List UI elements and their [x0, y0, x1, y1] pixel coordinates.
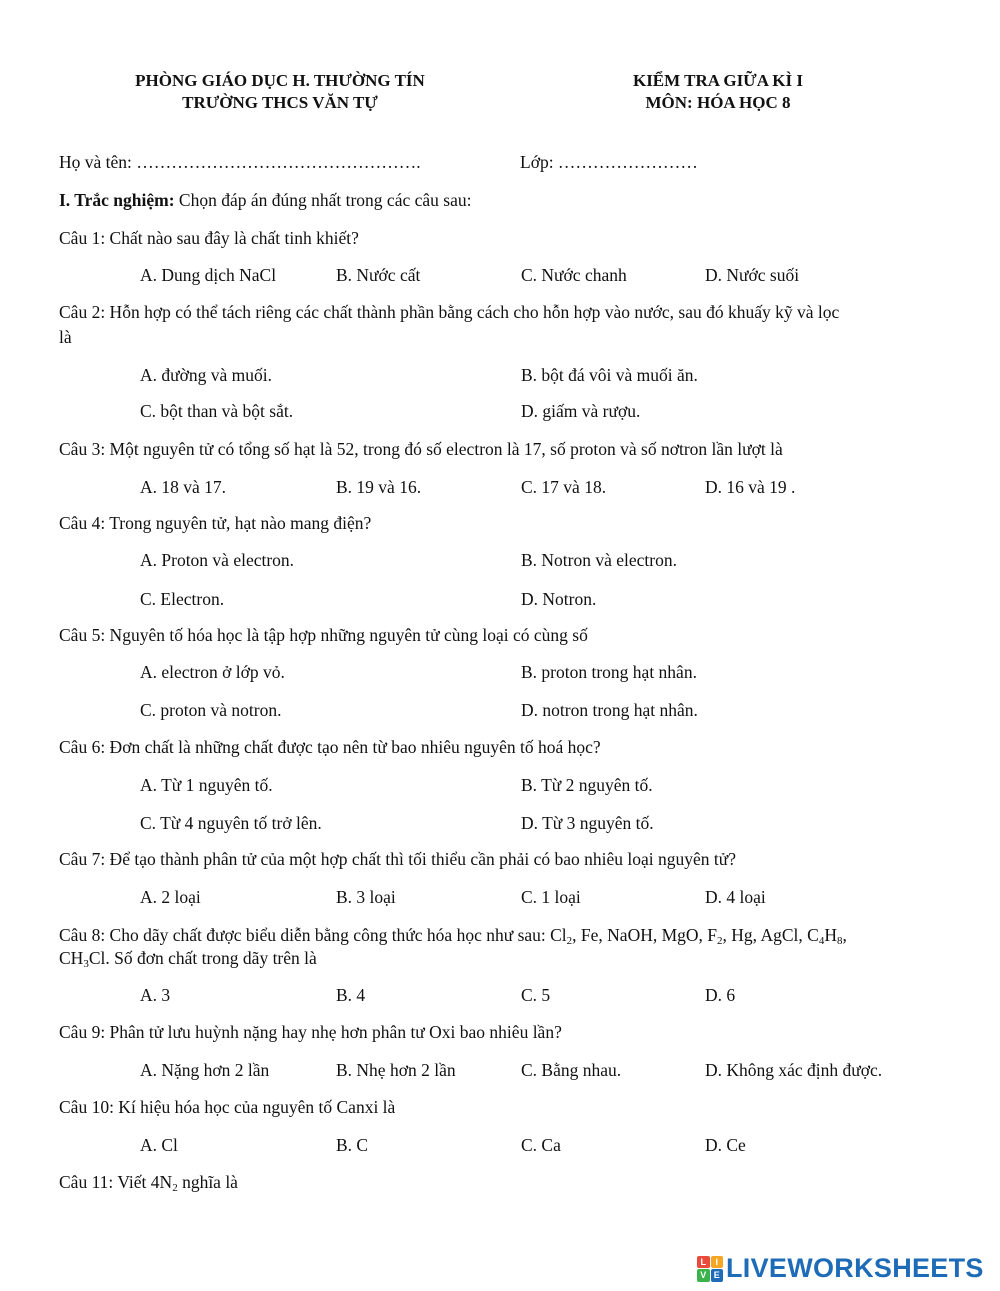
q10-option-c: C. Ca [521, 1135, 561, 1155]
q5-option-d: D. notron trong hạt nhân. [521, 700, 698, 720]
exam-subject: MÔN: HÓA HỌC 8 [645, 93, 791, 112]
student-name-label: Họ và tên: …………………………………………. [59, 152, 421, 172]
question-4: Câu 4: Trong nguyên tử, hạt nào mang điện? [59, 513, 372, 533]
q1-option-d: D. Nước suối [705, 265, 800, 285]
q2-option-d: D. giấm và rượu. [521, 401, 641, 421]
question-8-line2: $CH_3Cl$. Số đơn chất trong dãy trên là [59, 948, 317, 970]
q2-option-b: B. bột đá vôi và muối ăn. [521, 365, 698, 385]
q3-option-c: C. 17 và 18. [521, 477, 607, 497]
q3-option-b: B. 19 và 16. [336, 477, 422, 497]
q3-option-d: D. 16 và 19 . [705, 477, 796, 497]
question-6: Câu 6: Đơn chất là những chất được tạo nên từ bao nhiêu nguyên tố hoá học? [59, 737, 601, 757]
q4-option-a: A. Proton và electron. [140, 550, 295, 570]
q9-option-c: C. Bằng nhau. [521, 1060, 622, 1080]
school-name: TRƯỜNG THCS VĂN TỰ [182, 93, 378, 112]
q8-option-a: A. 3 [140, 985, 171, 1005]
q10-option-d: D. Ce [705, 1135, 746, 1155]
q8-option-d: D. 6 [705, 985, 736, 1005]
q1-option-b: B. Nước cất [336, 265, 421, 285]
q6-option-d: D. Từ 3 nguyên tố. [521, 813, 654, 833]
q7-option-a: A. 2 loại [140, 887, 201, 907]
section-instruction: Chọn đáp án đúng nhất trong các câu sau: [174, 190, 472, 210]
q9-option-d: D. Không xác định được. [705, 1060, 883, 1080]
section-title: I. Trắc nghiệm: [59, 190, 175, 210]
question-11: Câu 11: Viết $4N_2$ nghĩa là [59, 1172, 238, 1194]
question-2-line2: là [59, 327, 72, 347]
q2-option-a: A. đường và muối. [140, 365, 272, 385]
exam-title: KIỂM TRA GIỮA KÌ I [632, 71, 804, 90]
q7-option-d: D. 4 loại [705, 887, 766, 907]
q1-option-c: C. Nước chanh [521, 265, 627, 285]
q3-option-a: A. 18 và 17. [140, 477, 227, 497]
q4-option-d: D. Notron. [521, 589, 597, 609]
school-department: PHÒNG GIÁO DỤC H. THƯỜNG TÍN [135, 71, 425, 90]
liveworksheets-logo [697, 1253, 984, 1284]
student-class-label: Lớp: …………………… [520, 152, 698, 172]
question-5: Câu 5: Nguyên tố hóa học là tập hợp những nguyên tử cùng loại có cùng số [59, 625, 588, 645]
q7-option-b: B. 3 loại [336, 887, 396, 907]
question-8: Câu 8: Cho dãy chất được biểu diễn bằng công thức hóa học như sau: $Cl_2$, Fe, NaOH, MgO, $F_2$, Hg, AgCl, $C_4H_8$, [59, 925, 847, 947]
q5-option-b: B. proton trong hạt nhân. [521, 662, 697, 682]
q7-option-c: C. 1 loại [521, 887, 581, 907]
q6-option-a: A. Từ 1 nguyên tố. [140, 775, 273, 795]
q6-option-c: C. Từ 4 nguyên tố trở lên. [140, 813, 322, 833]
liveworksheets-logo-text: LIVEWORKSHEETS [726, 1253, 984, 1283]
liveworksheets-logo-icon: L I V E [697, 1256, 723, 1282]
q9-option-b: B. Nhẹ hơn 2 lần [336, 1060, 456, 1080]
question-10: Câu 10: Kí hiệu hóa học của nguyên tố Canxi là [59, 1097, 396, 1117]
q8-option-b: B. 4 [336, 985, 366, 1005]
q5-option-a: A. electron ở lớp vỏ. [140, 662, 285, 682]
section-heading [59, 190, 471, 211]
question-1: Câu 1: Chất nào sau đây là chất tinh khiết? [59, 228, 359, 248]
question-7: Câu 7: Để tạo thành phân tử của một hợp chất thì tối thiểu cần phải có bao nhiêu loại nguyên tử? [59, 849, 737, 869]
q9-option-a: A. Nặng hơn 2 lần [140, 1060, 270, 1080]
q4-option-c: C. Electron. [140, 589, 225, 609]
q10-option-b: B. C [336, 1135, 369, 1155]
question-3: Câu 3: Một nguyên tử có tổng số hạt là 52, trong đó số electron là 17, số proton và số nơtron lần lượt là [59, 439, 783, 459]
q1-option-a: A. Dung dịch NaCl [140, 265, 277, 285]
q4-option-b: B. Notron và electron. [521, 550, 677, 570]
q10-option-a: A. Cl [140, 1135, 178, 1155]
q5-option-c: C. proton và notron. [140, 700, 282, 720]
question-2: Câu 2: Hỗn hợp có thể tách riêng các chất thành phần bằng cách cho hỗn hợp vào nước, sau đó khuấy kỹ và lọc [59, 302, 840, 322]
q8-option-c: C. 5 [521, 985, 551, 1005]
q6-option-b: B. Từ 2 nguyên tố. [521, 775, 653, 795]
question-9: Câu 9: Phân tử lưu huỳnh nặng hay nhẹ hơn phân tư Oxi bao nhiêu lần? [59, 1022, 562, 1042]
q2-option-c: C. bột than và bột sắt. [140, 401, 294, 421]
